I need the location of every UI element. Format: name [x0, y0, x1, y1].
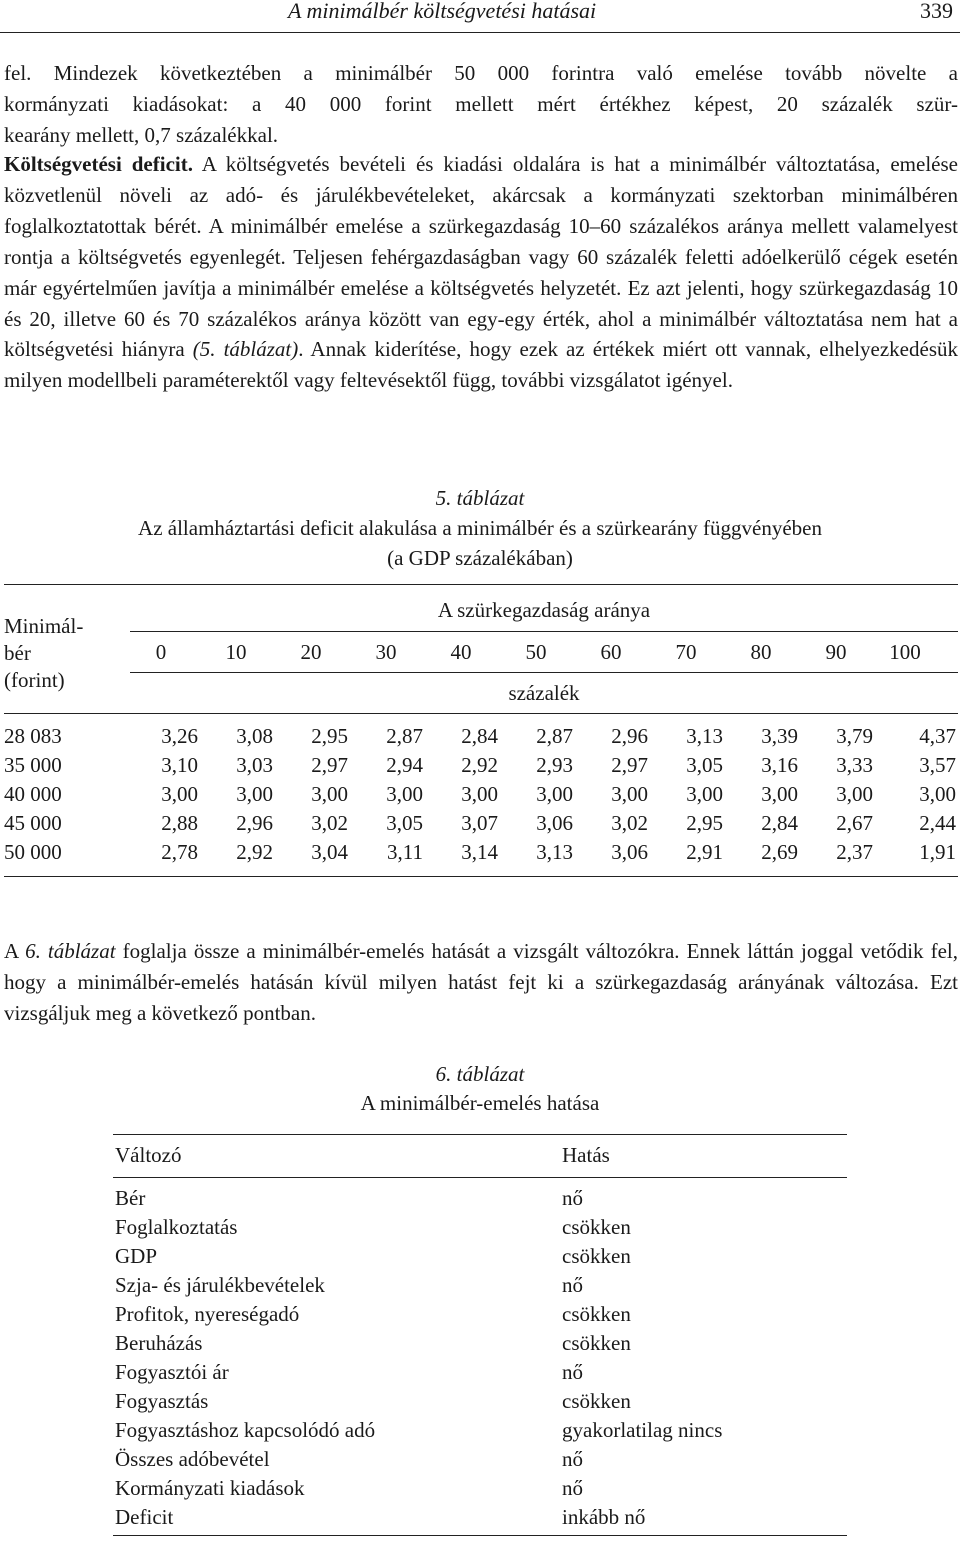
paragraph-line: kearány mellett, 0,7 százalékkal.	[4, 122, 279, 147]
table5-cell: 3,02	[311, 811, 348, 835]
table5-cell: 2,69	[761, 840, 798, 864]
paragraph-text: A költségvetés bevételi és kiadási oldalára is hat a minimálbér változtatása, emelése közvetlenül növeli az adó- és járulékbevételeket, akárcsak a kormányzati szektorban minimálbéren foglalkoztatottak bérét. A minimálbér emelése a szürkegazdaság 10–60 százalékos aránya mellett valamelyest rontja a költségvetés egyenlegét. Teljesen fehérgazdaságban vagy 60 százalék feletti adóelkerülő cégek esetén már egyértelműen javítja a minimálbér emelése a költségvetés helyzetét. Ez azt jelenti, hogy szürkegazdaság 10 és 20, illetve 60 és 70 százalékos aránya között van egy-egy érték, ahol a minimálbér változtatása nem hat a költségvetési hiányra	[4, 152, 958, 362]
table6-variable: Beruházás	[115, 1331, 203, 1355]
table6-variable: Fogyasztás	[115, 1389, 209, 1413]
table5-number-text: 5. táblázat	[435, 486, 525, 510]
table5-cell: 2,37	[836, 840, 873, 864]
table6-header-rule	[113, 1177, 847, 1178]
table5-column-header: 80	[750, 640, 772, 664]
table5-cell: 2,92	[236, 840, 273, 864]
table5-cell: 2,97	[611, 753, 648, 777]
table5-cell: 3,03	[236, 753, 273, 777]
table5-cell: 2,91	[686, 840, 723, 864]
table-reference: (5. táblázat)	[192, 337, 299, 362]
table6-effect: nő	[562, 1186, 583, 1210]
table5-column-header: 20	[300, 640, 322, 664]
paragraph-lead: Költségvetési deficit.	[4, 152, 193, 176]
table5-cell: 2,95	[686, 811, 723, 835]
table5-unit-rule	[130, 672, 958, 673]
table5-cell: 3,08	[236, 724, 273, 748]
table6-variable: Fogyasztáshoz kapcsolódó adó	[115, 1418, 376, 1442]
table5-cell: 3,11	[387, 840, 423, 864]
table6-effect: nő	[562, 1476, 583, 1500]
paragraph-budget-deficit	[4, 149, 958, 396]
table5-cell: 3,00	[686, 782, 723, 806]
table5-number	[0, 483, 960, 513]
table-reference: 6. táblázat	[25, 939, 116, 963]
table5-cell: 3,13	[536, 840, 573, 864]
table5-cell: 4,37	[919, 724, 956, 748]
table5-group-rule	[130, 631, 958, 632]
table5-cell: 2,96	[611, 724, 648, 748]
paragraph-text: . Annak kiderítése, hogy ezek az értékek miért ott vannak, elhelyezkedésük milyen modellbeli paraméterektől vagy feltevésektől függ, további vizsgálatot igényel.	[4, 337, 958, 393]
table5-cell: 3,10	[161, 753, 198, 777]
table6-variable: Összes adóbevétel	[115, 1447, 270, 1471]
table5-cell: 3,07	[461, 811, 498, 835]
table5-cell: 2,67	[836, 811, 873, 835]
table5-top-rule	[4, 584, 958, 585]
table6-effect: csökken	[562, 1331, 631, 1355]
table5-bottom-rule	[4, 876, 958, 877]
table5-cell: 2,97	[311, 753, 348, 777]
table5-cell: 3,04	[311, 840, 348, 864]
table6-number	[0, 1059, 960, 1089]
table5-cell: 2,84	[461, 724, 498, 748]
table5-cell: 3,14	[461, 840, 498, 864]
table6-variable: Profitok, nyereségadó	[115, 1302, 300, 1326]
table6-variable: GDP	[115, 1244, 158, 1268]
table6-effect: csökken	[562, 1215, 631, 1239]
table6-number-text: 6. táblázat	[435, 1062, 525, 1086]
table6-effect: nő	[562, 1447, 583, 1471]
table5-cell: 3,00	[536, 782, 573, 806]
page-number: 339	[920, 0, 953, 23]
table6-variable: Bér	[115, 1186, 146, 1210]
table5-row-wage: 50 000	[4, 840, 62, 864]
table5-cell: 3,13	[686, 724, 723, 748]
table6-effect: csökken	[562, 1389, 631, 1413]
table5-column-header: 10	[225, 640, 247, 664]
table5-column-header: 30	[375, 640, 397, 664]
table5-cell: 3,00	[386, 782, 423, 806]
table5-cell: 3,06	[611, 840, 648, 864]
table6-variable: Foglalkoztatás	[115, 1215, 238, 1239]
table6-bottom-rule	[113, 1535, 847, 1536]
table5-cell: 3,00	[611, 782, 648, 806]
table5-cell: 2,95	[311, 724, 348, 748]
paragraph-table6-intro	[4, 936, 958, 1029]
table5-cell: 3,39	[761, 724, 798, 748]
table5-row-wage: 35 000	[4, 753, 62, 777]
table5-row-wage: 40 000	[4, 782, 62, 806]
table5-column-header: 70	[675, 640, 697, 664]
table5-cell: 3,05	[386, 811, 423, 835]
table5-cell: 3,00	[919, 782, 956, 806]
table6-variable: Kormányzati kiadások	[115, 1476, 305, 1500]
paragraph-line: fel. Mindezek következtében a minimálbér 50 000 forintra való emelése tovább növelte a	[4, 61, 958, 85]
table6-effect: inkább nő	[562, 1505, 646, 1529]
table5-cell: 2,44	[919, 811, 956, 835]
running-header-title: A minimálbér költségvetési hatásai	[288, 0, 597, 23]
table5-cell: 2,92	[461, 753, 498, 777]
table6-title: A minimálbér-emelés hatása	[360, 1091, 600, 1115]
table5-row-wage: 45 000	[4, 811, 62, 835]
table6-header-variable: Változó	[115, 1143, 182, 1167]
table6-header-effect: Hatás	[562, 1143, 610, 1167]
table6-variable: Fogyasztói ár	[115, 1360, 229, 1384]
table5-cell: 3,00	[461, 782, 498, 806]
header-rule	[0, 32, 960, 33]
table5-cell: 3,26	[161, 724, 198, 748]
table5-cell: 3,05	[686, 753, 723, 777]
table6-effect: csökken	[562, 1244, 631, 1268]
table5-cell: 2,88	[161, 811, 198, 835]
table6-variable: Deficit	[115, 1505, 174, 1529]
paragraph-text: foglalja össze a minimálbér-emelés hatását a vizsgált változókra. Ennek láttán joggal vetődik fel, hogy a minimálbér-emelés hatásán kívül milyen hatást fejt ki a szürkegazdaság arányának változása. Ezt vizsgáljuk meg a következő pontban.	[4, 939, 958, 1025]
table5-column-header: 40	[450, 640, 472, 664]
table5-column-header: 60	[600, 640, 622, 664]
table5-group-header: A szürkegazdaság aránya	[437, 598, 651, 622]
table5-row-wage: 28 083	[4, 724, 62, 748]
table5-cell: 3,00	[236, 782, 273, 806]
table5-cell: 1,91	[919, 840, 956, 864]
table6-effect: nő	[562, 1360, 583, 1384]
table5-column-header: 100	[889, 640, 921, 664]
table5-subtitle: (a GDP százalékában)	[387, 546, 573, 570]
table5-cell: 3,79	[836, 724, 873, 748]
table5-cell: 3,57	[919, 753, 956, 777]
table5-cell: 3,00	[761, 782, 798, 806]
table6-effect: csökken	[562, 1302, 631, 1326]
table5-cell: 3,16	[761, 753, 798, 777]
table5-column-header: 90	[825, 640, 847, 664]
table5-cell: 2,93	[536, 753, 573, 777]
table5-cell: 3,06	[536, 811, 573, 835]
table5-title: Az államháztartási deficit alakulása a minimálbér és a szürkearány függvényében	[138, 516, 822, 540]
row-header-line: (forint)	[4, 668, 65, 692]
table5-unit: százalék	[508, 681, 580, 705]
row-header-line: bér	[4, 641, 31, 665]
table5-column-header: 0	[155, 640, 167, 664]
table5-cell: 3,33	[836, 753, 873, 777]
row-header-line: Minimál-	[4, 614, 84, 638]
table5-cell: 2,84	[761, 811, 798, 835]
table6-effect: nő	[562, 1273, 583, 1297]
table6-effect: gyakorlatilag nincs	[562, 1418, 723, 1442]
table5-header-rule	[4, 713, 958, 714]
table5-column-header: 50	[525, 640, 547, 664]
table5-cell: 2,87	[536, 724, 573, 748]
table5-cell: 3,00	[161, 782, 198, 806]
table5-cell: 3,00	[836, 782, 873, 806]
table6-variable: Szja- és járulékbevételek	[115, 1273, 325, 1297]
table6-top-rule	[113, 1134, 847, 1135]
table5-cell: 3,02	[611, 811, 648, 835]
table5-cell: 3,00	[311, 782, 348, 806]
table5-cell: 2,78	[161, 840, 198, 864]
table5-cell: 2,94	[386, 753, 423, 777]
table5-cell: 2,96	[236, 811, 273, 835]
paragraph-continuation	[4, 58, 958, 151]
paragraph-text: A	[4, 939, 26, 963]
paragraph-line: kormányzati kiadásokat: a 40 000 forint mellett mért értékhez képest, 20 százalék szür-	[4, 91, 958, 116]
table5-cell: 2,87	[386, 724, 423, 748]
